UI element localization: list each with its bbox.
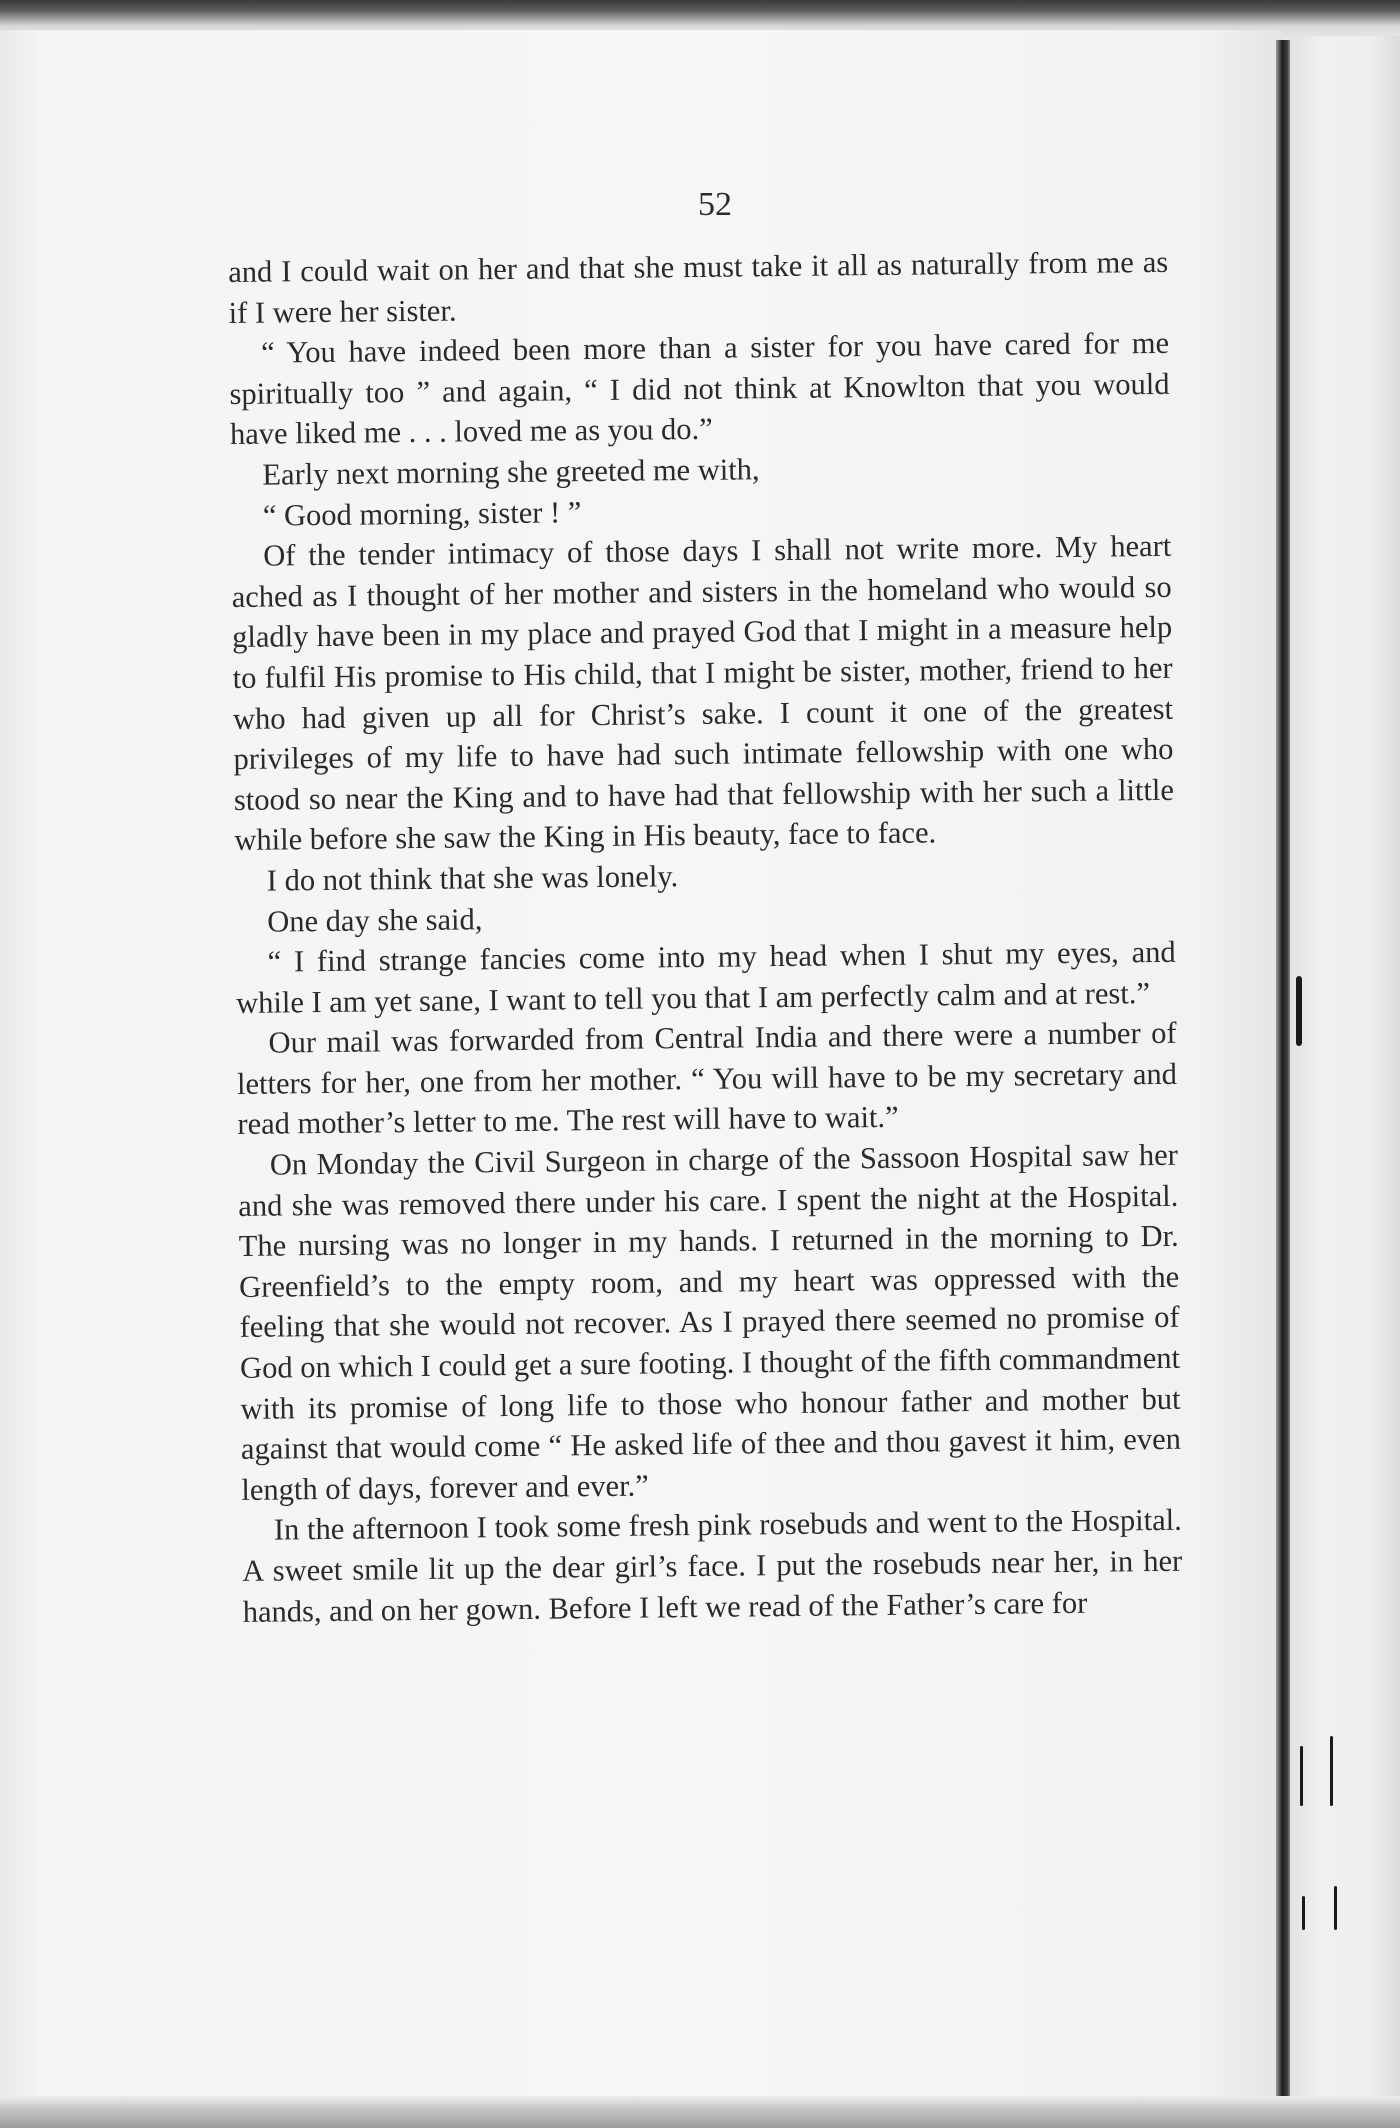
paragraph: On Monday the Civil Surgeon in charge of the Sassoon Hospital saw her and she was removed there under his care. I spent the night at the Hospital. The nursing was no longer in my hands. I returned in the morning to Dr. Greenfield’s to the empty room, and my heart was oppressed with the feeling that she would not recover. As I prayed there seemed no promise of God on which I could get a sure footing. I thought of the fifth commandment with its promise of long life to those who honour father and mother but against that would come “ He asked life of thee and thou gavest it him, even length of days, forever and ever.” <box>238 1137 1182 1507</box>
page-bottom-edge <box>0 2096 1400 2128</box>
book-spine-shadow <box>1276 40 1290 2128</box>
page-number: 52 <box>698 186 732 223</box>
page-body-text <box>228 242 1183 1632</box>
paragraph: One day she said, <box>267 901 483 939</box>
paragraph: “ You have indeed been more than a sister for you have cared for me spiritually too ” and again, “ I did not think at Knowlton that you would have liked me . . . loved me as you do.” <box>229 326 1170 452</box>
scan-mark <box>1296 976 1302 1046</box>
scan-mark <box>1330 1736 1333 1806</box>
paragraph: Our mail was forwarded from Central India and there were a number of letters for her, one from her mother. “ You will have to be my secretary and read mother’s letter to me. The rest will have to wait.” <box>236 1016 1178 1142</box>
scan-mark <box>1334 1886 1337 1930</box>
paragraph: “ I find strange fancies come into my head when I shut my eyes, and while I am yet sane, I want to tell you that I am perfectly calm and at rest.” <box>235 934 1176 1020</box>
paragraph: In the afternoon I took some fresh pink rosebuds and went to the Hospital. A sweet smile lit up the dear girl’s face. I put the rosebuds near her, in her hands, and on her gown. Before I left we read of the Father’s care for <box>242 1503 1183 1629</box>
paragraph: I do not think that she was lonely. <box>266 859 679 898</box>
scan-mark <box>1302 1896 1305 1930</box>
paragraph: Early next morning she greeted me with, <box>262 452 760 492</box>
paragraph: Of the tender intimacy of those days I shall not write more. My heart ached as I thought of her mother and sisters in the homeland who would so gladly have been in my place and prayed God that I might in a measure help to fulfil His promise to His child, that I might be sister, mother, friend to her who had given up all for Christ’s sake. I count it one of the greatest privileges of my life to have had such intimate fellowship with one who stood so near the King and to have had that fellowship with her such a little while before she saw the King in His beauty, face to face. <box>231 528 1175 858</box>
book-page <box>0 30 1282 2128</box>
paragraph: “ Good morning, sister ! ” <box>262 494 582 533</box>
paragraph: and I could wait on her and that she must take it all as naturally from me as if I were her sister. <box>228 244 1169 330</box>
facing-page-edge <box>1290 36 1400 2128</box>
scan-mark <box>1300 1746 1303 1806</box>
